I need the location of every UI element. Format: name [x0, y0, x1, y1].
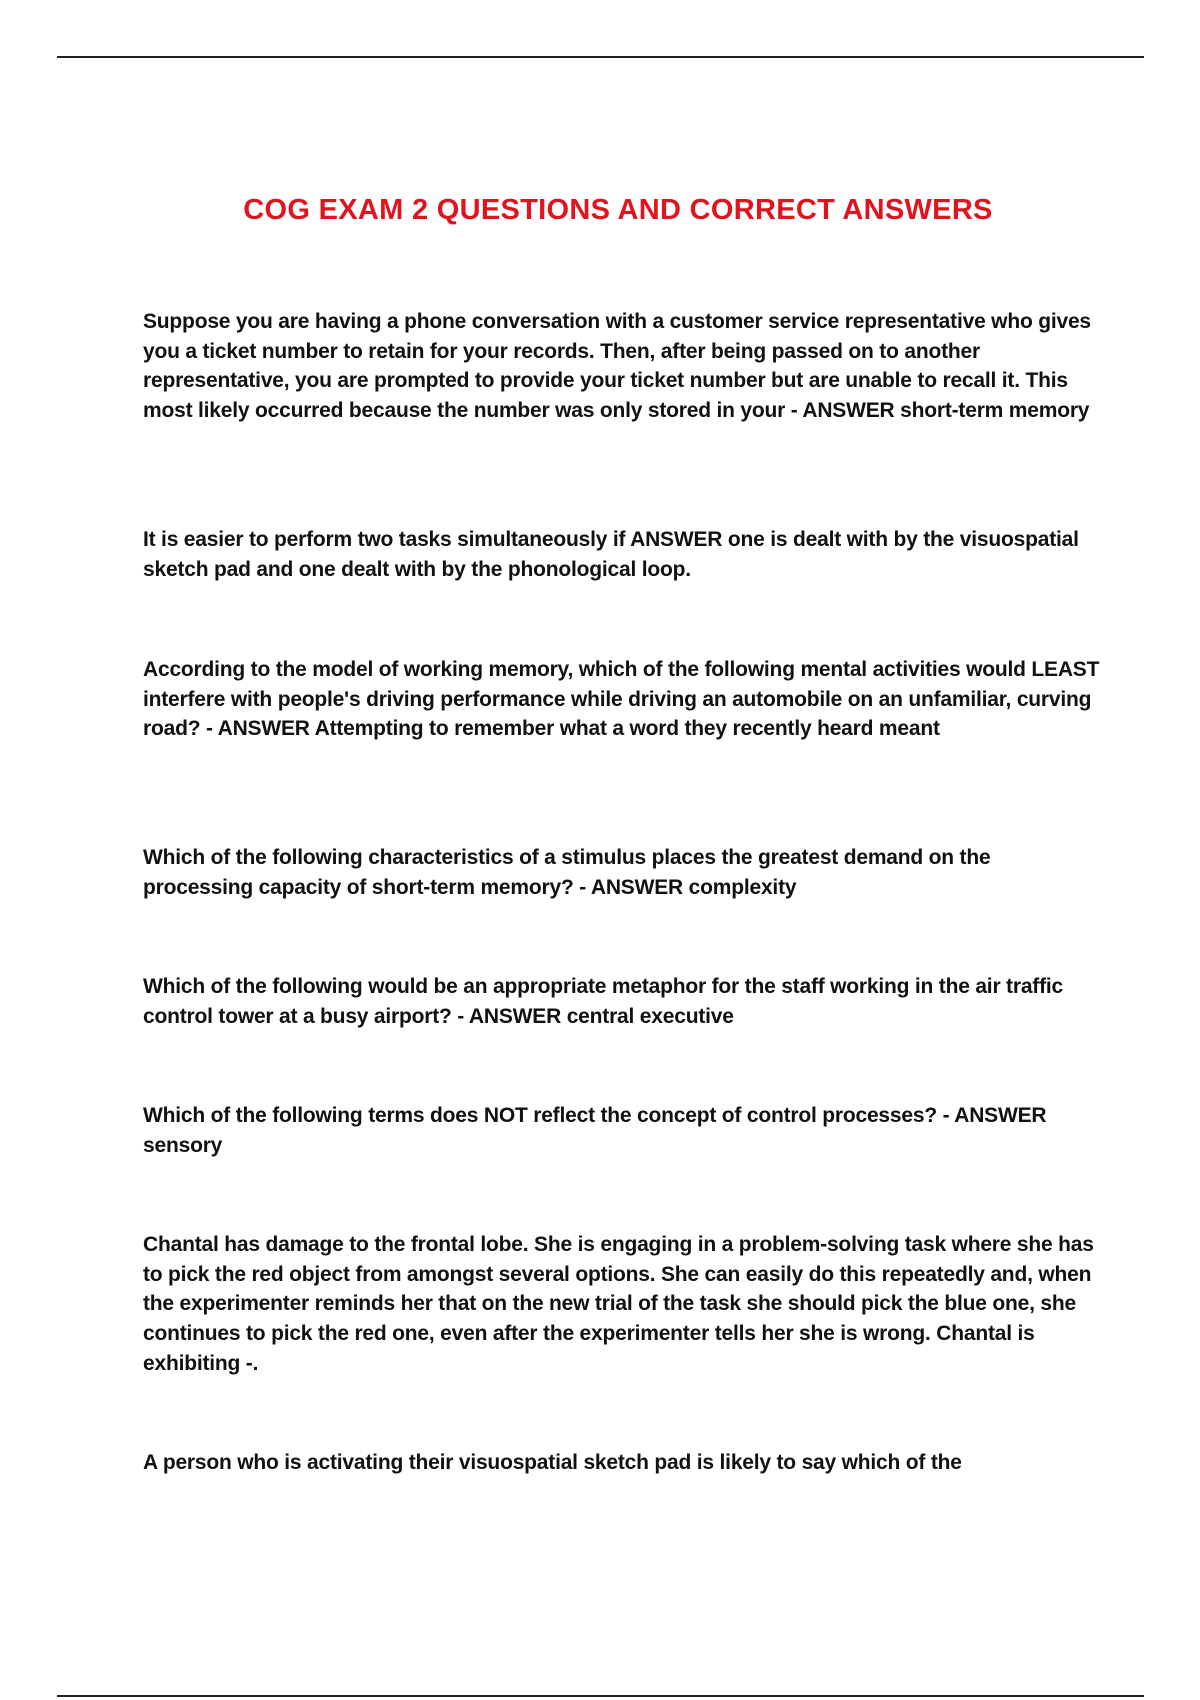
qa-item-8: A person who is activating their visuospatial sketch pad is likely to say which of the — [143, 1451, 962, 1474]
document-title: COG EXAM 2 QUESTIONS AND CORRECT ANSWERS — [243, 194, 993, 226]
qa-item-6: Which of the following terms does NOT reflect the concept of control processes? - ANSWER sensory — [143, 1104, 1047, 1157]
qa-item-3: According to the model of working memory, which of the following mental activities would LEAST interfere with people's driving performance while driving an automobile on an unfamiliar, curving road? - ANSWER Attempting to remember what a word they recently heard meant — [143, 658, 1100, 741]
top-rule — [57, 56, 1144, 58]
bottom-rule — [57, 1695, 1144, 1697]
qa-item-1: Suppose you are having a phone conversation with a customer service representative who gives you a ticket number to retain for your records. Then, after being passed on to another representative, you are prompted to provide your ticket number but are unable to recall it. This most likely occurred because the number was only stored in your - ANSWER short-term memory — [143, 310, 1091, 423]
qa-item-2: It is easier to perform two tasks simultaneously if ANSWER one is dealt with by the visuospatial sketch pad and one dealt with by the phonological loop. — [143, 528, 1079, 581]
qa-item-5: Which of the following would be an appropriate metaphor for the staff working in the air traffic control tower at a busy airport? - ANSWER central executive — [143, 975, 1063, 1028]
qa-item-7: Chantal has damage to the frontal lobe. She is engaging in a problem-solving task where she has to pick the red object from amongst several options. She can easily do this repeatedly and, when the experimenter reminds her that on the new trial of the task she should pick the blue one, she continues to pick the red one, even after the experimenter tells her she is wrong. Chantal is exhibiting -. — [143, 1233, 1094, 1375]
qa-item-4: Which of the following characteristics of a stimulus places the greatest demand on the processing capacity of short-term memory? - ANSWER complexity — [143, 846, 991, 899]
